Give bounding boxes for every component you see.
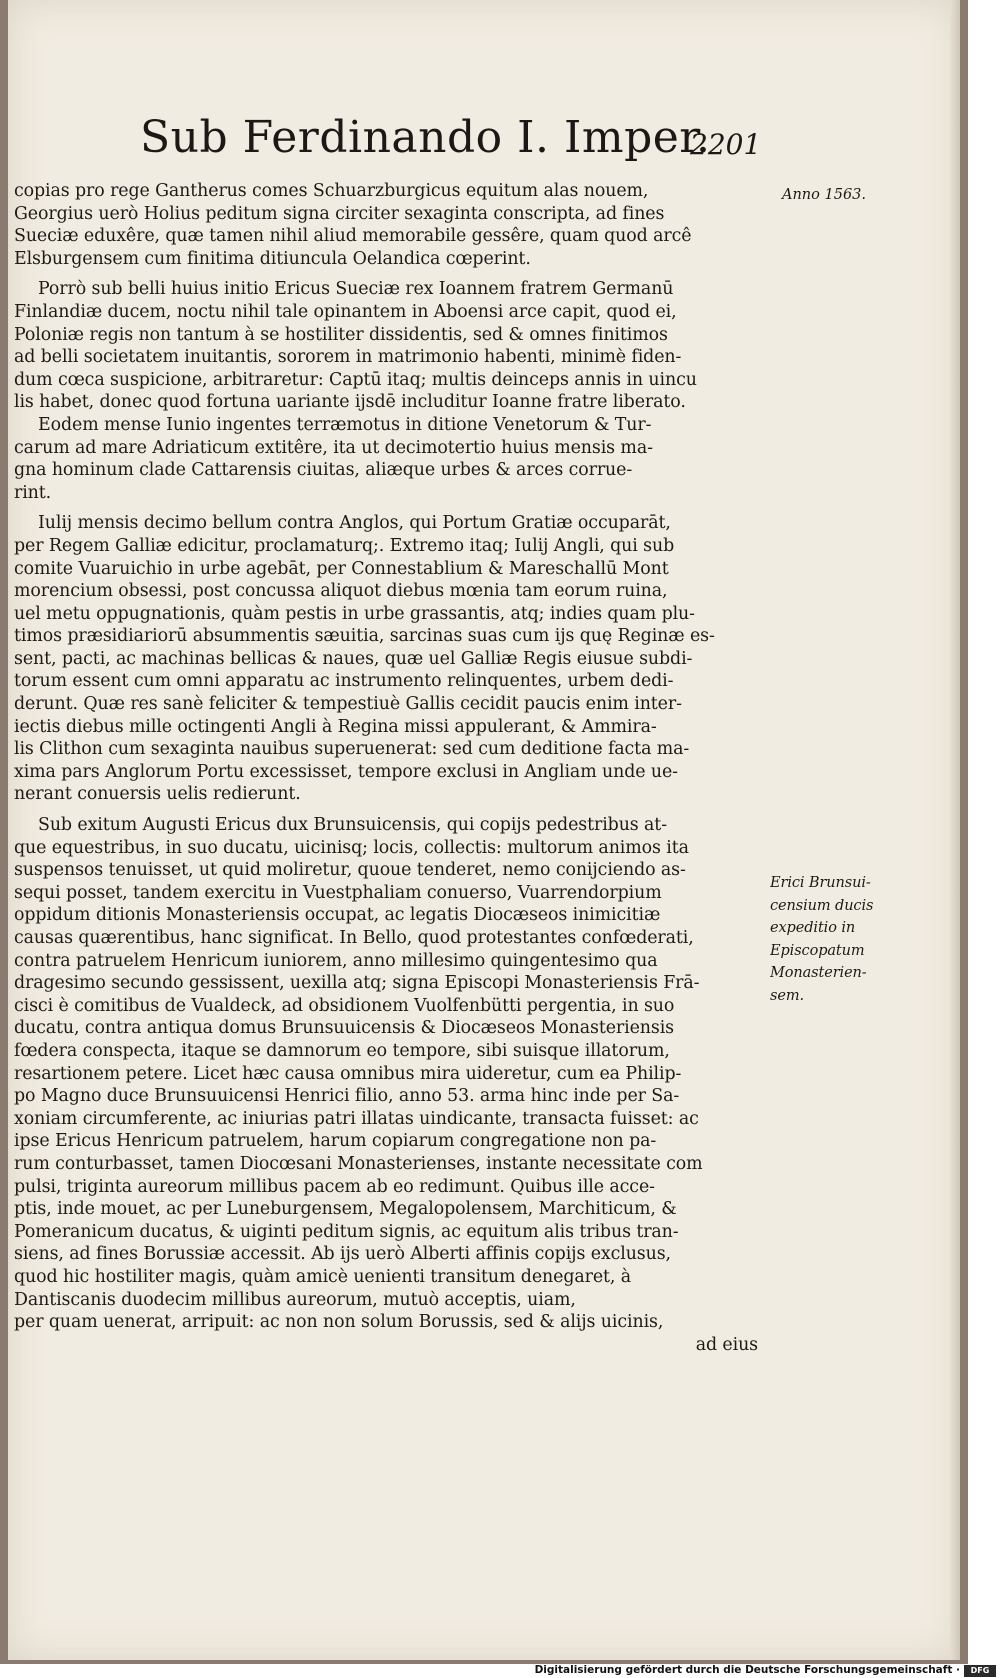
text-line: resartionem petere. Licet hæc causa omnibus mira uideretur, cum ea Philip- (14, 1063, 682, 1084)
text-line: morencium obsessi, post concussa aliquot diebus mœnia tam eorum ruina, (14, 581, 668, 602)
margin-note-line: Erici Brunsui- (770, 875, 871, 891)
dfg-logo-icon: DFG (964, 1665, 996, 1677)
text-line: pulsi, triginta aureorum millibus pacem ab eo redimunt. Quibus ille acce- (14, 1176, 655, 1197)
catchword: ad eius (695, 1334, 758, 1355)
text-line: causas quærentibus, hanc significat. In Bello, quod protestantes confœderati, (14, 928, 694, 948)
text-line: xima pars Anglorum Portu excessisset, tempore exclusi in Angliam unde ue- (14, 761, 678, 782)
text-line: ad belli societatem inuitantis, sororem in matrimonio habenti, minimè fiden- (14, 347, 682, 368)
text-line: per Regem Galliæ edicitur, proclamaturq;. Extremo itaq; Iulij Angli, qui sub (14, 535, 675, 556)
body-text (14, 180, 762, 1356)
text-line: lis habet, donec quod fortuna uariante ijsdē includitur Ioanne fratre liberato. (14, 392, 686, 413)
text-line: Finlandiæ ducem, noctu nihil tale opinantem in Aboensi arce capit, quod ei, (14, 301, 677, 322)
text-line: copias pro rege Gantherus comes Schuarzburgicus equitum alas nouem, (14, 181, 649, 201)
text-line: quod hic hostiliter magis, quàm amicè uenienti transitum denegaret, à (14, 1266, 632, 1287)
margin-note-line: expeditio in (770, 920, 856, 937)
margin-note-year: Anno 1563. (782, 187, 866, 203)
text-line: Eodem mense Iunio ingentes terræmotus in ditione Venetorum & Tur- (38, 414, 652, 435)
text-line: que equestribus, in suo ducatu, uicinisq; locis, collectis: multorum animos ita (14, 837, 689, 858)
text-line: ipse Ericus Henricum patruelem, harum copiarum congregatione non pa- (14, 1131, 657, 1152)
paragraph (14, 278, 762, 414)
text-line: Pomeranicum ducatus, & uiginti peditum signis, ac equitum alis tribus tran- (14, 1221, 679, 1242)
text-line: cisci è comitibus de Vualdeck, ad obsidionem Vuolfenbütti pergentia, in suo (14, 995, 675, 1016)
text-line: sent, pacti, ac machinas bellicas & naues, quæ uel Galliæ Regis eiusue subdi- (14, 648, 693, 669)
text-line: Dantiscanis duodecim millibus aureorum, mutuò acceptis, uiam, (14, 1289, 576, 1310)
text-line: Porrò sub belli huius initio Ericus Sueciæ rex Ioannem fratrem Germanū (38, 279, 674, 300)
text-line: comite Vuaruichio in urbe agebāt, per Connestablium & Mareschallū Mont (14, 558, 669, 579)
text-line: gna hominum clade Cattarensis ciuitas, aliæque urbes & arces corrue- (14, 460, 633, 481)
text-line: contra patruelem Henricum iuniorem, anno millesimo quingentesimo qua (14, 950, 658, 971)
text-line: carum ad mare Adriaticum extitêre, ita ut decimotertio huius mensis ma- (14, 437, 653, 458)
paragraph (14, 814, 762, 1334)
text-line: po Magno duce Brunsuuicensi Henrici filio, anno 53. arma hinc inde per Sa- (14, 1086, 680, 1107)
text-line: Sub exitum Augusti Ericus dux Brunsuicensis, qui copijs pedestribus at- (38, 815, 667, 836)
text-line: ducatu, contra antiqua domus Brunsuuicensis & Diocæseos Monasteriensis (14, 1018, 674, 1039)
text-line: dum cœca suspicione, arbitraretur: Captū itaq; multis deinceps annis in uincu (14, 369, 697, 390)
page-number: 2201 (690, 128, 762, 161)
text-line: derunt. Quæ res sanè feliciter & tempestiuè Gallis cecidit paucis enim inter- (14, 694, 682, 715)
text-line: timos præsidiariorū absummentis sæuitia, sarcinas suas cum ijs quę Reginæ es- (14, 626, 715, 647)
page-header-title: Sub Ferdinando I. Imper. (140, 112, 711, 163)
paragraph (14, 414, 762, 504)
funding-notice: Digitalisierung gefördert durch die Deutsche Forschungsgemeinschaft · (534, 1664, 960, 1676)
text-line: per quam uenerat, arripuit: ac non non solum Borussis, sed & alijs uicinis, (14, 1312, 664, 1333)
text-line: torum essent cum omni apparatu ac instrumento relinquentes, urbem dedi- (14, 671, 674, 692)
margin-note-line: censium ducis (770, 897, 874, 914)
text-line: Poloniæ regis non tantum à se hostiliter dissidentis, sed & omnes finitimos (14, 324, 668, 345)
margin-note-line: Episcopatum (770, 942, 865, 959)
margin-note-line: Monasterien- (770, 965, 867, 982)
text-line: oppidum ditionis Monasteriensis occupat, ac legatis Diocæseos inimicitiæ (14, 905, 661, 926)
text-line: Elsburgensem cum finitima ditiuncula Oelandica cœperint. (14, 248, 531, 269)
text-line: nerant conuersis uelis redierunt. (14, 784, 301, 805)
text-line: suspensos tenuisset, ut quid moliretur, quoue tenderet, nemo conijciendo as- (14, 860, 686, 881)
footer-bar (0, 1664, 1000, 1678)
text-line: Georgius uerò Holius peditum signa circiter sexaginta conscripta, ad fines (14, 203, 665, 224)
text-line: rint. (14, 482, 52, 503)
text-line: iectis diebus mille octingenti Angli à Regina missi appulerant, & Ammira- (14, 716, 657, 737)
text-line: rum conturbasset, tamen Diocœsani Monasterienses, instante necessitate com (14, 1153, 703, 1174)
text-line: uel metu oppugnationis, quàm pestis in urbe grassantis, atq; indies quam plu- (14, 603, 695, 624)
paragraph (14, 180, 762, 270)
text-line: sequi posset, tandem exercitu in Vuestphaliam conuerso, Vuarrendorpium (14, 882, 662, 903)
text-line: Sueciæ eduxêre, quæ tamen nihil aliud memorabile gessêre, quam quod arcê (14, 226, 692, 247)
text-line: dragesimo secundo gessissent, uexilla atq; signa Episcopi Monasteriensis Frā- (14, 973, 700, 994)
margin-note-line: sem. (770, 987, 804, 1004)
text-line: xoniam circumferente, ac iniurias patri illatas uindicante, transacta fuisset: ac (14, 1108, 699, 1129)
text-line: siens, ad fines Borussiæ accessit. Ab ijs uerò Alberti affinis copijs exclusus, (14, 1244, 671, 1265)
text-line: ptis, inde mouet, ac per Luneburgensem, Megalopolensem, Marchiticum, & (14, 1199, 677, 1220)
margin-note-erici (770, 872, 882, 1008)
text-line: fœdera conspecta, itaque se damnorum eo tempore, sibi suisque illatorum, (14, 1040, 670, 1061)
text-line: Iulij mensis decimo bellum contra Anglos, qui Portum Gratiæ occuparāt, (38, 513, 671, 534)
page-edge (950, 0, 960, 1660)
text-line: lis Clithon cum sexaginta nauibus superuenerat: sed cum deditione facta ma- (14, 739, 690, 760)
paragraph (14, 512, 762, 806)
